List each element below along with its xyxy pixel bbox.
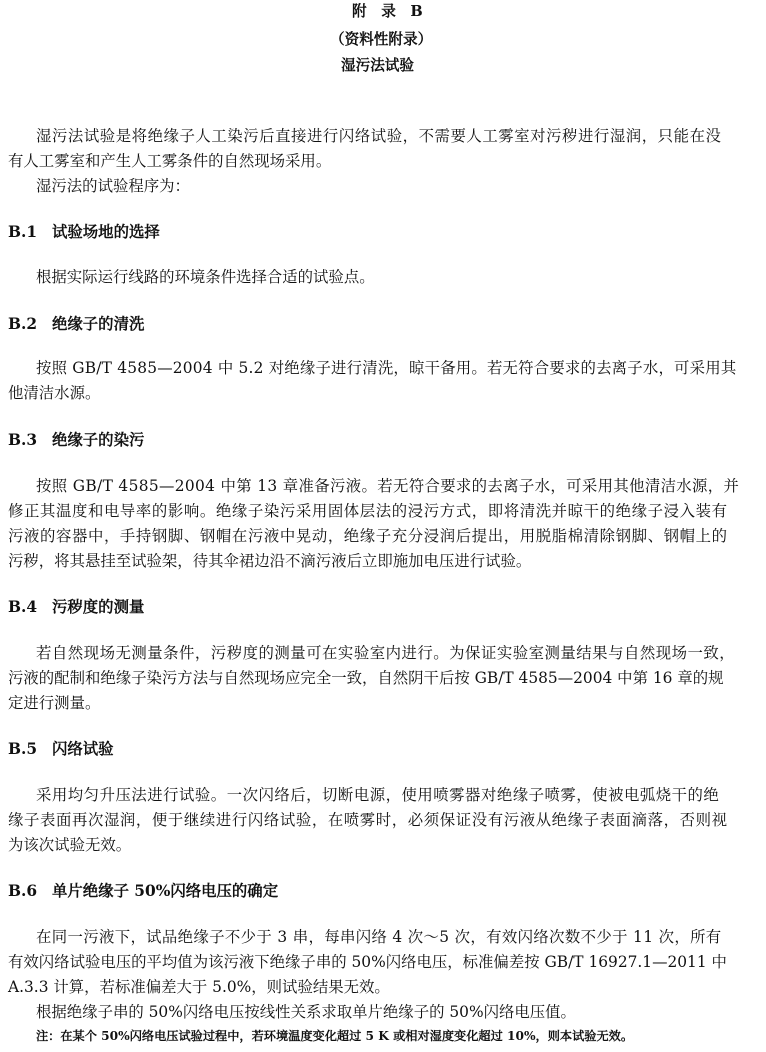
appendix-label: 附 录 B [352,3,423,20]
section-b2-line: 按照 GB/T 4585—2004 中 5.2 对绝缘子进行清洗，晾干备用。若无符合要求的去离子水，可采用其 [36,359,737,377]
section-title: 闪络试验 [52,740,114,758]
section-b3-line: 按照 GB/T 4585—2004 中第 13 章准备污液。若无符合要求的去离子水，可采用其他清洁水源，并 [36,477,740,495]
section-b3-line: 修正其温度和电导率的影响。绝缘子染污采用固体层法的浸污方式，即将清洗并晾干的绝缘子浸入装有 [8,502,728,520]
section-b1-line: 根据实际运行线路的环境条件选择合适的试验点。 [36,268,375,286]
section-number: B.3 [8,431,38,449]
section-title: 单片绝缘子 50%闪络电压的确定 [52,882,279,900]
section-number: B.2 [8,315,38,333]
section-number: B.4 [8,598,38,616]
section-number: B.1 [8,223,38,241]
section-number: B.6 [8,882,38,900]
section-number: B.5 [8,740,38,758]
section-b6-line: 有效闪络试验电压的平均值为该污液下绝缘子串的 50%闪络电压，标准偏差按 GB/T 16927.1—2011 中 [8,953,727,971]
section-heading-b3 [8,430,144,450]
intro-line: 湿污法试验是将绝缘子人工染污后直接进行闪络试验，不需要人工雾室对污秽进行湿润，只能在没 [36,127,722,145]
appendix-title: 湿污法试验 [341,57,414,74]
section-b6-note: 注：在某个 50%闪络电压试验过程中，若环境温度变化超过 5 K 或相对湿度变化超过 10%，则本试验无效。 [36,1029,634,1043]
section-title: 绝缘子的染污 [52,431,145,449]
section-b5-line: 为该次试验无效。 [8,836,132,854]
section-b5-line: 采用均匀升压法进行试验。一次闪络后，切断电源，使用喷雾器对绝缘子喷雾，使被电弧烧干的绝 [36,786,720,804]
intro-line: 湿污法的试验程序为： [36,177,190,195]
section-title: 试验场地的选择 [52,223,160,241]
section-b3-line: 污液的容器中，手持钢脚、钢帽在污液中晃动，绝缘子充分浸润后提出，用脱脂棉清除钢脚、钢帽上的 [8,527,728,545]
section-heading-b6 [8,881,278,901]
section-b6-line: 在同一污液下，试品绝缘子不少于 3 串，每串闪络 4 次～5 次，有效闪络次数不少于 11 次，所有 [36,928,722,946]
section-title: 绝缘子的清洗 [52,315,145,333]
section-heading-b5 [8,739,114,759]
section-b4-line: 污液的配制和绝缘子染污方法与自然现场应完全一致，自然阴干后按 GB/T 4585—2004 中第 16 章的规 [8,669,724,687]
section-heading-b2 [8,314,144,334]
section-b4-line: 定进行测量。 [8,694,101,712]
section-b5-line: 缘子表面再次湿润，便于继续进行闪络试验，在喷雾时，必须保证没有污液从绝缘子表面滴落，否则视 [8,811,728,829]
section-heading-b4 [8,597,144,617]
section-b3-line: 污秽，将其悬挂至试验架，待其伞裙边沿不滴污液后立即施加电压进行试验。 [8,552,532,570]
section-b6-line: A.3.3 计算，若标准偏差大于 5.0%，则试验结果无效。 [8,978,390,996]
section-title: 污秽度的测量 [52,598,145,616]
section-b2-line: 他清洁水源。 [8,384,101,402]
appendix-type: （资料性附录） [330,31,433,48]
section-b6-line: 根据绝缘子串的 50%闪络电压按线性关系求取单片绝缘子的 50%闪络电压值。 [36,1003,576,1021]
intro-line: 有人工雾室和产生人工雾条件的自然现场采用。 [8,152,332,170]
section-b4-line: 若自然现场无测量条件，污秽度的测量可在实验室内进行。为保证实验室测量结果与自然现场一致， [36,644,736,662]
section-heading-b1 [8,222,160,242]
